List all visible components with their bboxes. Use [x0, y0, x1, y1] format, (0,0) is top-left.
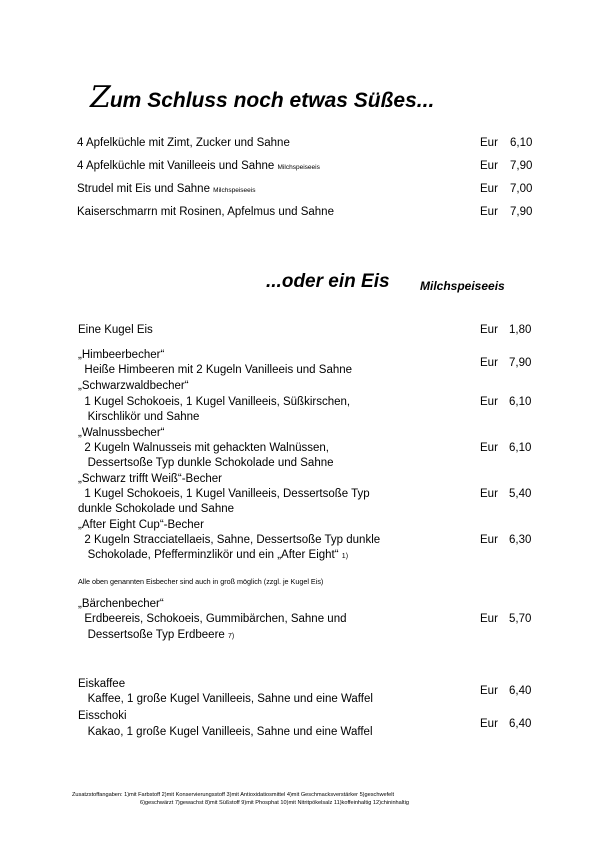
- ice-item-line-with-footnote: [78, 629, 234, 641]
- dessert-item: [77, 160, 320, 172]
- ice-item-price: 1,80: [509, 324, 532, 336]
- ice-item-line: Kirschlikör und Sahne: [78, 411, 200, 423]
- ice-item-currency: Eur: [480, 324, 498, 336]
- title-ornamental-initial: Z: [90, 80, 110, 115]
- large-size-note: Alle oben genannten Eisbecher sind auch in groß möglich (zzgl. je Kugel Eis): [78, 577, 324, 586]
- coffee-item-line: Eisschoki: [78, 710, 127, 722]
- additives-footnote-line2: 6)geschwärzt 7)gewachst 8)mit Süßstoff 9)mit Phosphat 10)mit Nitritpökelsalz 11)koffeinhaltig 12)chininhaltig: [140, 800, 409, 806]
- ice-item-line: Eine Kugel Eis: [78, 324, 153, 336]
- coffee-item-line: Eiskaffee: [78, 678, 126, 690]
- dessert-item-note: Milchspeiseeis: [277, 164, 320, 171]
- dessert-item-name: 4 Apfelküchle mit Zimt, Zucker und Sahne: [77, 137, 290, 149]
- dessert-item-currency: Eur: [480, 183, 498, 195]
- section-title-sweets: [90, 80, 434, 115]
- ice-item-price: 6,10: [509, 442, 532, 454]
- ice-item-line: 2 Kugeln Walnusseis mit gehackten Walnüssen,: [78, 442, 329, 454]
- ice-item-price: 5,40: [509, 488, 532, 500]
- coffee-item-line: Kakao, 1 große Kugel Vanilleeis, Sahne und eine Waffel: [78, 726, 373, 738]
- ice-item-price: 7,90: [509, 357, 532, 369]
- title-text: um Schluss noch etwas Süßes...: [109, 89, 435, 112]
- ice-item-line: „Walnussbecher“: [78, 427, 165, 439]
- dessert-item-currency: Eur: [480, 137, 498, 149]
- dessert-item-currency: Eur: [480, 160, 498, 172]
- additives-footnote-line1: Zusatzstoffangaben: 1)mit Farbstoff 2)mit Konservierungsstoff 3)mit Antioxidatiosmittel 4)mit Geschmacksverstärker 5)geschwefelt: [72, 792, 395, 798]
- ice-item-price: 6,10: [509, 396, 532, 408]
- ice-item-line: dunkle Schokolade und Sahne: [78, 503, 235, 515]
- ice-item-line: 1 Kugel Schokoeis, 1 Kugel Vanilleeis, Süßkirschen,: [78, 396, 351, 408]
- dessert-item-name: Strudel mit Eis und Sahne: [77, 183, 210, 195]
- ice-item-line: „Bärchenbecher“: [78, 598, 164, 610]
- coffee-item-line: Kaffee, 1 große Kugel Vanilleeis, Sahne und eine Waffel: [78, 693, 373, 705]
- ice-item-currency: Eur: [480, 357, 498, 369]
- dessert-item-price: 7,00: [510, 183, 533, 195]
- dessert-item-price: 7,90: [510, 160, 533, 172]
- section-subtitle-ice: Milchspeiseeis: [420, 279, 505, 293]
- footnote-marker: 1): [341, 553, 349, 560]
- coffee-item-currency: Eur: [480, 685, 498, 697]
- ice-item-currency: Eur: [480, 534, 498, 546]
- ice-item-line-with-footnote: [78, 549, 348, 561]
- section-title-ice: ...oder ein Eis: [266, 271, 390, 292]
- dessert-item-name: Kaiserschmarrn mit Rosinen, Apfelmus und Sahne: [77, 206, 334, 218]
- ice-item-line: Erdbeereis, Schokoeis, Gummibärchen, Sahne und: [78, 613, 347, 625]
- ice-item-price: 6,30: [509, 534, 532, 546]
- ice-item-line: „Schwarzwaldbecher“: [78, 380, 189, 392]
- ice-item-price: 5,70: [509, 613, 532, 625]
- ice-item-line: „Himbeerbecher“: [78, 349, 165, 361]
- ice-item-currency: Eur: [480, 488, 498, 500]
- ice-item-line: Dessertsoße Typ Erdbeere: [78, 629, 225, 641]
- ice-item-line: Dessertsoße Typ dunkle Schokolade und Sahne: [78, 457, 334, 469]
- dessert-item-note: Milchspeiseeis: [213, 187, 256, 194]
- footnote-marker: 7): [228, 633, 235, 640]
- dessert-item: [77, 183, 255, 195]
- ice-item-line: „Schwarz trifft Weiß“-Becher: [78, 473, 222, 485]
- ice-item-line: 1 Kugel Schokoeis, 1 Kugel Vanilleeis, Dessertsoße Typ: [78, 488, 370, 500]
- ice-item-line: Heiße Himbeeren mit 2 Kugeln Vanilleeis und Sahne: [78, 364, 353, 376]
- coffee-item-currency: Eur: [480, 718, 498, 730]
- dessert-item-price: 7,90: [510, 206, 533, 218]
- ice-item-currency: Eur: [480, 442, 498, 454]
- dessert-item-price: 6,10: [510, 137, 533, 149]
- ice-item-line: Schokolade, Pfefferminzlikör und ein „After Eight“: [78, 549, 339, 561]
- ice-item-line: 2 Kugeln Stracciatellaeis, Sahne, Dessertsoße Typ dunkle: [78, 534, 381, 546]
- coffee-item-price: 6,40: [509, 685, 532, 697]
- dessert-item-name: 4 Apfelküchle mit Vanilleeis und Sahne: [77, 160, 275, 172]
- ice-item-currency: Eur: [480, 396, 498, 408]
- ice-item-currency: Eur: [480, 613, 498, 625]
- ice-item-line: „After Eight Cup“-Becher: [78, 519, 204, 531]
- coffee-item-price: 6,40: [509, 718, 532, 730]
- dessert-item-currency: Eur: [480, 206, 498, 218]
